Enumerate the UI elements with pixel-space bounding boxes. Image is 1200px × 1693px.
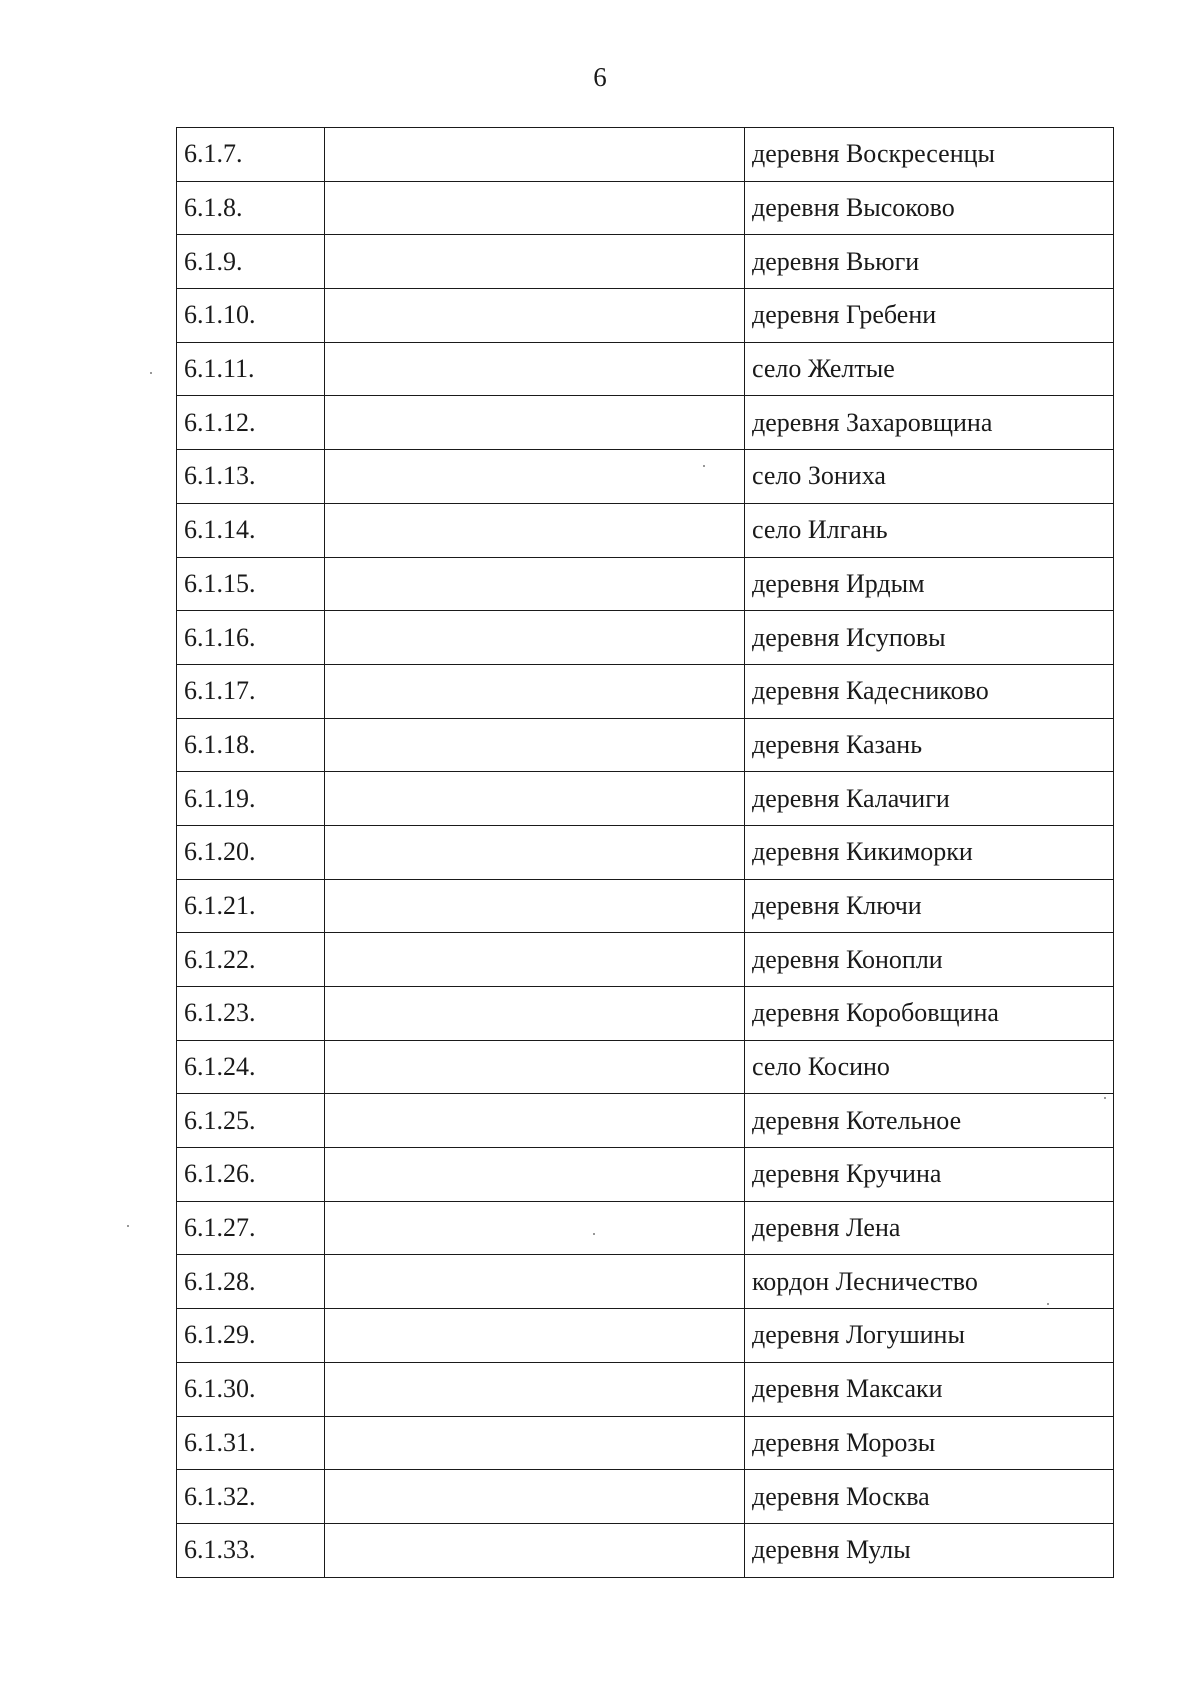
settlement-name-cell: деревня Ирдым [745, 557, 1114, 611]
empty-cell [325, 235, 745, 289]
table-row [177, 1255, 1114, 1309]
table-row [177, 987, 1114, 1041]
scan-speck [1104, 1097, 1106, 1099]
empty-cell [325, 396, 745, 450]
row-number-cell: 6.1.24. [177, 1040, 325, 1094]
empty-cell [325, 611, 745, 665]
row-number-cell: 6.1.14. [177, 503, 325, 557]
row-number-cell: 6.1.15. [177, 557, 325, 611]
settlement-name-cell: деревня Исуповы [745, 611, 1114, 665]
empty-cell [325, 128, 745, 182]
empty-cell [325, 1362, 745, 1416]
settlement-name-cell: деревня Казань [745, 718, 1114, 772]
row-number-cell: 6.1.32. [177, 1470, 325, 1524]
table-row [177, 1148, 1114, 1202]
empty-cell [325, 1255, 745, 1309]
row-number-cell: 6.1.20. [177, 825, 325, 879]
row-number-cell: 6.1.18. [177, 718, 325, 772]
table-row [177, 128, 1114, 182]
empty-cell [325, 1416, 745, 1470]
table-row [177, 933, 1114, 987]
settlement-name-cell: кордон Лесничество [745, 1255, 1114, 1309]
row-number-cell: 6.1.19. [177, 772, 325, 826]
table-row [177, 450, 1114, 504]
settlement-name-cell: деревня Максаки [745, 1362, 1114, 1416]
row-number-cell: 6.1.28. [177, 1255, 325, 1309]
scan-speck [150, 372, 152, 374]
empty-cell [325, 1094, 745, 1148]
row-number-cell: 6.1.33. [177, 1523, 325, 1577]
settlement-name-cell: деревня Кручина [745, 1148, 1114, 1202]
settlement-name-cell: село Илгань [745, 503, 1114, 557]
table-row [177, 503, 1114, 557]
settlement-name-cell: деревня Котельное [745, 1094, 1114, 1148]
table-row [177, 342, 1114, 396]
scan-speck [703, 465, 705, 467]
empty-cell [325, 289, 745, 343]
settlement-name-cell: деревня Москва [745, 1470, 1114, 1524]
empty-cell [325, 503, 745, 557]
settlement-name-cell: деревня Кикиморки [745, 825, 1114, 879]
table-row [177, 1201, 1114, 1255]
row-number-cell: 6.1.27. [177, 1201, 325, 1255]
settlement-name-cell: село Косино [745, 1040, 1114, 1094]
empty-cell [325, 933, 745, 987]
settlement-name-cell: деревня Кадесниково [745, 664, 1114, 718]
empty-cell [325, 181, 745, 235]
table-row [177, 1470, 1114, 1524]
row-number-cell: 6.1.25. [177, 1094, 325, 1148]
row-number-cell: 6.1.29. [177, 1309, 325, 1363]
table-row [177, 289, 1114, 343]
settlement-name-cell: деревня Захаровщина [745, 396, 1114, 450]
row-number-cell: 6.1.31. [177, 1416, 325, 1470]
table-row [177, 557, 1114, 611]
empty-cell [325, 1040, 745, 1094]
empty-cell [325, 1201, 745, 1255]
settlement-name-cell: село Желтые [745, 342, 1114, 396]
row-number-cell: 6.1.8. [177, 181, 325, 235]
settlement-name-cell: деревня Воскресенцы [745, 128, 1114, 182]
row-number-cell: 6.1.26. [177, 1148, 325, 1202]
row-number-cell: 6.1.10. [177, 289, 325, 343]
row-number-cell: 6.1.9. [177, 235, 325, 289]
settlement-name-cell: деревня Высоково [745, 181, 1114, 235]
table-row [177, 1416, 1114, 1470]
table-row [177, 772, 1114, 826]
settlement-name-cell: деревня Логушины [745, 1309, 1114, 1363]
settlement-name-cell: деревня Вьюги [745, 235, 1114, 289]
table-row [177, 611, 1114, 665]
empty-cell [325, 1523, 745, 1577]
row-number-cell: 6.1.12. [177, 396, 325, 450]
settlement-name-cell: деревня Морозы [745, 1416, 1114, 1470]
page-number: 6 [593, 62, 607, 92]
scan-speck [127, 1225, 129, 1227]
table-row [177, 718, 1114, 772]
scan-speck [1047, 1303, 1049, 1305]
table-row [177, 1094, 1114, 1148]
table-row [177, 1362, 1114, 1416]
row-number-cell: 6.1.13. [177, 450, 325, 504]
table-row [177, 664, 1114, 718]
empty-cell [325, 450, 745, 504]
settlement-name-cell: деревня Калачиги [745, 772, 1114, 826]
row-number-cell: 6.1.16. [177, 611, 325, 665]
empty-cell [325, 342, 745, 396]
settlement-name-cell: деревня Ключи [745, 879, 1114, 933]
row-number-cell: 6.1.30. [177, 1362, 325, 1416]
settlement-name-cell: деревня Конопли [745, 933, 1114, 987]
settlement-name-cell: деревня Лена [745, 1201, 1114, 1255]
empty-cell [325, 1309, 745, 1363]
row-number-cell: 6.1.7. [177, 128, 325, 182]
table-body [177, 128, 1114, 1578]
table-row [177, 825, 1114, 879]
settlement-name-cell: деревня Гребени [745, 289, 1114, 343]
table-row [177, 181, 1114, 235]
row-number-cell: 6.1.11. [177, 342, 325, 396]
table-row [177, 1309, 1114, 1363]
settlement-name-cell: село Зониха [745, 450, 1114, 504]
settlements-table [176, 127, 1114, 1578]
empty-cell [325, 772, 745, 826]
empty-cell [325, 557, 745, 611]
row-number-cell: 6.1.23. [177, 987, 325, 1041]
table-row [177, 235, 1114, 289]
empty-cell [325, 718, 745, 772]
empty-cell [325, 664, 745, 718]
table-row [177, 396, 1114, 450]
scan-speck [593, 1233, 595, 1235]
settlement-name-cell: деревня Мулы [745, 1523, 1114, 1577]
empty-cell [325, 1470, 745, 1524]
table-row [177, 1523, 1114, 1577]
empty-cell [325, 879, 745, 933]
table-row [177, 879, 1114, 933]
row-number-cell: 6.1.17. [177, 664, 325, 718]
table-row [177, 1040, 1114, 1094]
empty-cell [325, 1148, 745, 1202]
empty-cell [325, 825, 745, 879]
empty-cell [325, 987, 745, 1041]
settlement-name-cell: деревня Коробовщина [745, 987, 1114, 1041]
row-number-cell: 6.1.22. [177, 933, 325, 987]
row-number-cell: 6.1.21. [177, 879, 325, 933]
